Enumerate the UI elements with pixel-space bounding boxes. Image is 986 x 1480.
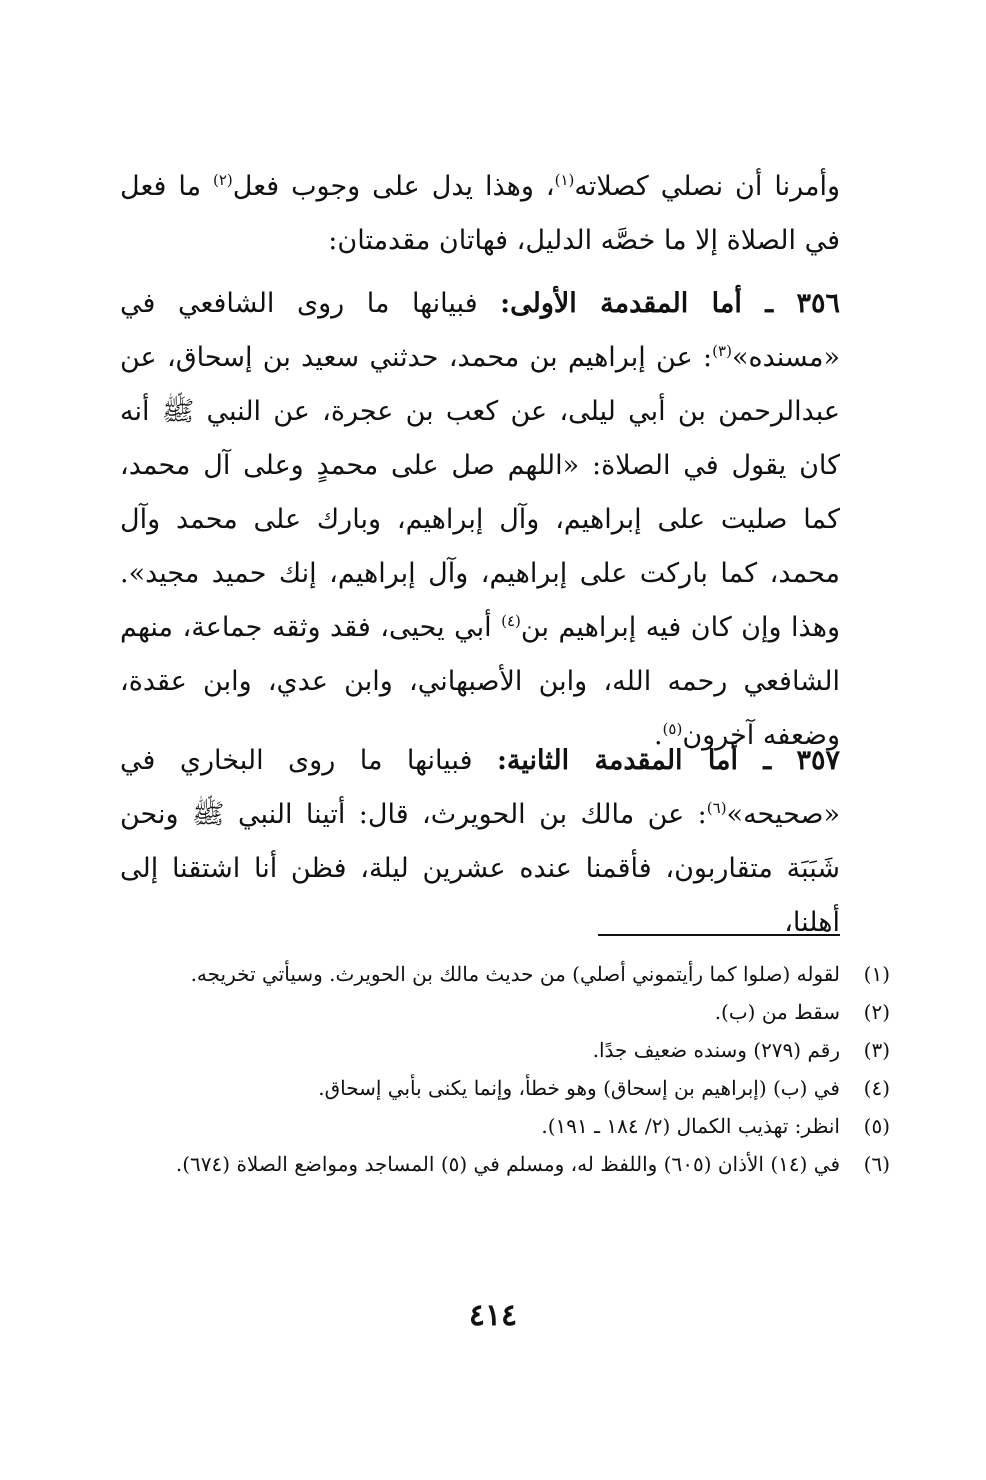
- p356-text-2: : عن إبراهيم بن محمد، حدثني سعيد بن إسحاق، عن عبدالرحمن بن أبي ليلى، عن كعب بن عجرة، عن النبي ﷺ أنه كان يقول في الصلاة: «اللهم صل على محمدٍ وعلى آل محمد، كما صليت على إبراهيم، وآل إبراهيم، وبارك على محمد وآل محمد، كما باركت على إبراهيم، وآل إبراهيم، إنك حميد مجيد». وهذا وإن كان فيه إبراهيم بن: [120, 342, 840, 643]
- paragraph-intro-text: [120, 160, 840, 268]
- paragraph-356: [120, 277, 840, 763]
- footnote-ref-6: (٦): [706, 799, 727, 817]
- paragraph-356-text: [120, 277, 840, 763]
- section-number-356: ٣٥٦ ـ: [765, 288, 840, 319]
- footnote-text: رقم (٢٧٩) وسنده ضعيف جدًا.: [592, 1038, 840, 1062]
- p356-text-3: أبي يحيى، فقد وثقه جماعة، منهم الشافعي رحمه الله، وابن الأصبهاني، وابن عدي، وابن عقدة، وضعفه آخرون: [120, 612, 840, 751]
- footnote-item: [120, 1145, 890, 1183]
- section-heading-second-premise: أما المقدمة الثانية:: [496, 745, 764, 776]
- footnote-ref-2: (٢): [213, 171, 233, 189]
- footnote-ref-1: (١): [554, 171, 575, 189]
- footnote-text: سقط من (ب).: [714, 1000, 840, 1024]
- footnote-ref-4: (٤): [501, 612, 521, 630]
- paragraph-357-text: [120, 734, 840, 950]
- section-heading-first-premise: أما المقدمة الأولى:: [500, 288, 766, 319]
- footnote-text: انظر: تهذيب الكمال (٢/ ١٨٤ ـ ١٩١).: [541, 1114, 840, 1138]
- paragraph-357: [120, 734, 840, 950]
- footnote-ref-3: (٣): [712, 342, 732, 360]
- footnote-separator: [598, 934, 840, 936]
- page-number: ٤١٤: [468, 1298, 518, 1333]
- footnote-marker: (٥): [863, 1114, 890, 1138]
- paragraph-intro: [120, 160, 840, 268]
- p357-text-2: : عن مالك بن الحويرث، قال: أتينا النبي ﷺ ونحن شَبَبَة متقاربون، فأقمنا عنده عشرين ليلة، فظن أنا اشتقنا إلى أهلنا،: [120, 799, 840, 938]
- p357-text-1: فبيانها ما روى البخاري في «صحيحه»: [120, 745, 840, 830]
- footnote-item: [120, 1069, 890, 1107]
- p356-text-4: .: [653, 720, 663, 751]
- intro-text-2: ، وهذا يدل على وجوب فعل: [232, 171, 555, 202]
- footnote-item: [120, 955, 890, 993]
- p356-text-1: فبيانها ما روى الشافعي في «مسنده»: [120, 288, 840, 373]
- footnote-ref-5: (٥): [662, 720, 683, 738]
- footnote-marker: (١): [863, 962, 890, 986]
- footnote-text: في (١٤) الأذان (٦٠٥) واللفظ له، ومسلم في (٥) المساجد ومواضع الصلاة (٦٧٤).: [175, 1152, 840, 1176]
- footnotes-list: [120, 955, 890, 1183]
- intro-text-3: ما فعل في الصلاة إلا ما خصَّه الدليل، فهاتان مقدمتان:: [120, 171, 840, 256]
- footnote-marker: (٣): [863, 1038, 890, 1062]
- footnote-item: [120, 1031, 890, 1069]
- footnote-item: [120, 993, 890, 1031]
- footnote-item: [120, 1107, 890, 1145]
- footnote-text: في (ب) (إبراهيم بن إسحاق) وهو خطأ، وإنما يكنى بأبي إسحاق.: [318, 1076, 840, 1100]
- footnote-marker: (٤): [863, 1076, 890, 1100]
- section-number-357: ٣٥٧ ـ: [763, 745, 841, 776]
- footnote-text: لقوله (صلوا كما رأيتموني أصلي) من حديث مالك بن الحويرث. وسيأتي تخريجه.: [190, 962, 840, 986]
- footnote-marker: (٦): [863, 1152, 890, 1176]
- intro-text-1: وأمرنا أن نصلي كصلاته: [574, 171, 840, 202]
- footnote-marker: (٢): [863, 1000, 890, 1024]
